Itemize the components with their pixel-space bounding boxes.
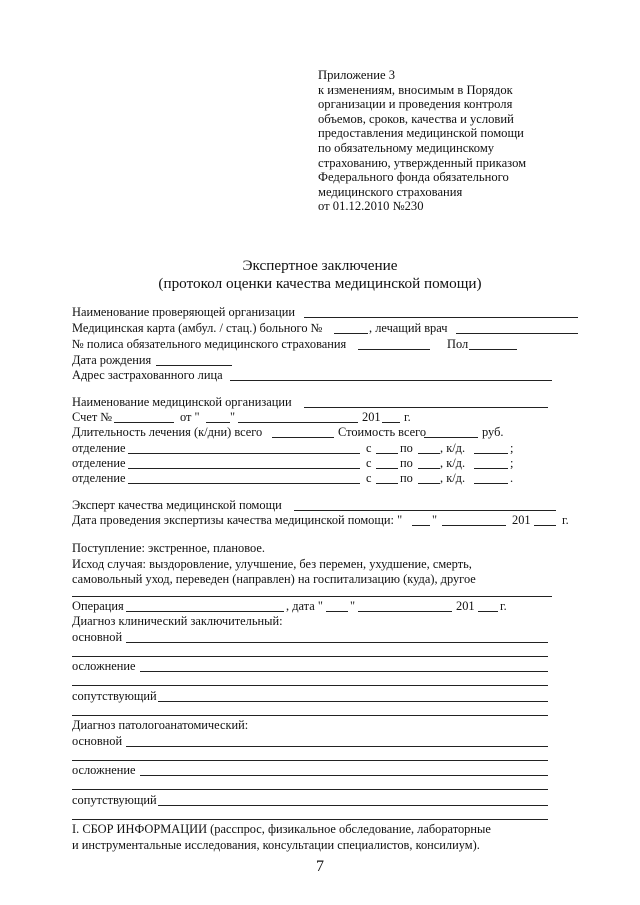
label-duration: Длительность лечения (к/дни) всего [72, 425, 263, 439]
label-kd: , к/д. [440, 471, 466, 485]
quote-mark: " [432, 513, 438, 527]
dept-days-field[interactable] [474, 453, 508, 454]
op-month-field[interactable] [358, 611, 452, 612]
dept-from-field[interactable] [376, 453, 398, 454]
dept-to-field[interactable] [418, 468, 440, 469]
label-year: 201 [362, 410, 381, 424]
label-expert: Эксперт качества медицинской помощи [72, 498, 282, 512]
outcome-text-2: самовольный уход, переведен (направлен) на госпитализацию (куда), другое [72, 572, 476, 586]
label-g: г. [404, 410, 411, 424]
dept-from-field[interactable] [376, 483, 398, 484]
section1-text-2: и инструментальные исследования, консультации специалистов, консилиум). [72, 838, 480, 852]
label-s: с [366, 471, 372, 485]
annex-line: объемов, сроков, качества и условий [318, 111, 514, 126]
admission-text: Поступление: экстренное, плановое. [72, 541, 265, 555]
label-birth: Дата рождения [72, 353, 152, 367]
punct: ; [510, 441, 514, 455]
annex-line: организации и проведения контроля [318, 97, 513, 112]
label-op-g: г. [500, 599, 507, 613]
outcome-text-1: Исход случая: выздоровление, улучшение, без перемен, ухудшение, смерть, [72, 557, 472, 571]
label-main: основной [72, 630, 123, 644]
label-g: г. [562, 513, 569, 527]
dept-field[interactable] [128, 468, 360, 469]
annex-line: медицинского страхования [318, 184, 463, 199]
card-number-field[interactable] [334, 333, 368, 334]
clinical-main-field-2[interactable] [72, 656, 548, 657]
dept-to-field[interactable] [418, 483, 440, 484]
dept-from-field[interactable] [376, 468, 398, 469]
label-cost: Стоимость всего [338, 425, 427, 439]
label-complication: осложнение [72, 763, 136, 777]
annex-line: по обязательному медицинскому [318, 140, 495, 155]
dept-field[interactable] [128, 453, 360, 454]
label-complication: осложнение [72, 659, 136, 673]
label-op-year: 201 [456, 599, 475, 613]
label-expert-date: Дата проведения экспертизы качества медицинской помощи: " [72, 513, 403, 527]
label-bill-from: от " [180, 410, 200, 424]
label-sex: Пол [447, 337, 469, 351]
clinical-concomitant-field[interactable] [158, 701, 548, 702]
label-concomitant: сопутствующий [72, 689, 157, 703]
label-kd: , к/д. [440, 456, 466, 470]
label-year: 201 [512, 513, 531, 527]
label-operation: Операция [72, 599, 124, 613]
dept-days-field[interactable] [474, 483, 508, 484]
annex-line: к изменениям, вносимым в Порядок [318, 82, 513, 97]
address-field[interactable] [230, 380, 552, 381]
label-op-date: , дата " [286, 599, 323, 613]
annex-line: предоставления медицинской помощи [318, 126, 524, 141]
clinical-main-field[interactable] [126, 642, 548, 643]
label-rub: руб. [482, 425, 504, 439]
doctor-field[interactable] [456, 333, 578, 334]
patho-concomitant-field[interactable] [158, 805, 548, 806]
expert-field[interactable] [294, 510, 556, 511]
label-kd: , к/д. [440, 441, 466, 455]
dept-to-field[interactable] [418, 453, 440, 454]
annex-line: Федерального фонда обязательного [318, 170, 509, 185]
label-dept: отделение [72, 471, 126, 485]
punct: ; [510, 456, 514, 470]
label-s: с [366, 456, 372, 470]
label-po: по [400, 456, 413, 470]
annex-line: от 01.12.2010 №230 [318, 199, 424, 214]
cost-field[interactable] [424, 437, 478, 438]
document-title: Экспертное заключение [242, 257, 398, 274]
quote-mark: " [350, 599, 356, 613]
label-concomitant: сопутствующий [72, 793, 157, 807]
page-number: 7 [316, 858, 324, 875]
birth-field[interactable] [156, 365, 232, 366]
quote-mark: " [230, 410, 236, 424]
bill-year-field[interactable] [382, 422, 400, 423]
label-policy: № полиса обязательного медицинского страхования [72, 337, 347, 351]
med-org-field[interactable] [304, 407, 548, 408]
patho-complication-field-2[interactable] [72, 789, 548, 790]
outcome-field[interactable] [72, 596, 552, 597]
bill-month-field[interactable] [238, 422, 358, 423]
label-po: по [400, 441, 413, 455]
label-med-org: Наименование медицинской организации [72, 395, 292, 409]
label-doctor: , лечащий врач [369, 321, 448, 335]
expert-year-field[interactable] [534, 525, 556, 526]
annex-line: Приложение 3 [318, 68, 396, 82]
diag-clinical-heading: Диагноз клинический заключительный: [72, 614, 283, 628]
label-po: по [400, 471, 413, 485]
label-bill: Счет № [72, 410, 113, 424]
diag-patho-heading: Диагноз патологоанатомический: [72, 718, 249, 732]
annex-block [318, 68, 568, 214]
dept-field[interactable] [128, 483, 360, 484]
label-dept: отделение [72, 441, 126, 455]
patho-concomitant-field-2[interactable] [72, 819, 548, 820]
sex-field[interactable] [469, 349, 517, 350]
label-main: основной [72, 734, 123, 748]
bill-day-field[interactable] [206, 422, 230, 423]
clinical-complication-field[interactable] [140, 671, 548, 672]
org-field[interactable] [304, 317, 578, 318]
label-s: с [366, 441, 372, 455]
punct: . [510, 471, 514, 485]
document-subtitle: (протокол оценки качества медицинской помощи) [158, 275, 482, 292]
label-org: Наименование проверяющей организации [72, 305, 296, 319]
label-card: Медицинская карта (амбул. / стац.) больного № [72, 321, 323, 335]
section1-text-1: I. СБОР ИНФОРМАЦИИ (расспрос, физикальное обследование, лабораторные [72, 822, 491, 836]
bill-number-field[interactable] [114, 422, 174, 423]
annex-line: страхованию, утвержденный приказом [318, 155, 527, 170]
expert-day-field[interactable] [412, 525, 430, 526]
duration-field[interactable] [272, 437, 334, 438]
clinical-concomitant-field-2[interactable] [72, 715, 548, 716]
label-dept: отделение [72, 456, 126, 470]
operation-field[interactable] [126, 611, 284, 612]
policy-field[interactable] [358, 349, 430, 350]
op-year-field[interactable] [478, 611, 498, 612]
expert-month-field[interactable] [442, 525, 506, 526]
patho-main-field-2[interactable] [72, 760, 548, 761]
op-day-field[interactable] [326, 611, 348, 612]
patho-complication-field[interactable] [140, 775, 548, 776]
label-address: Адрес застрахованного лица [72, 368, 223, 382]
dept-days-field[interactable] [474, 468, 508, 469]
clinical-complication-field-2[interactable] [72, 685, 548, 686]
patho-main-field[interactable] [126, 746, 548, 747]
